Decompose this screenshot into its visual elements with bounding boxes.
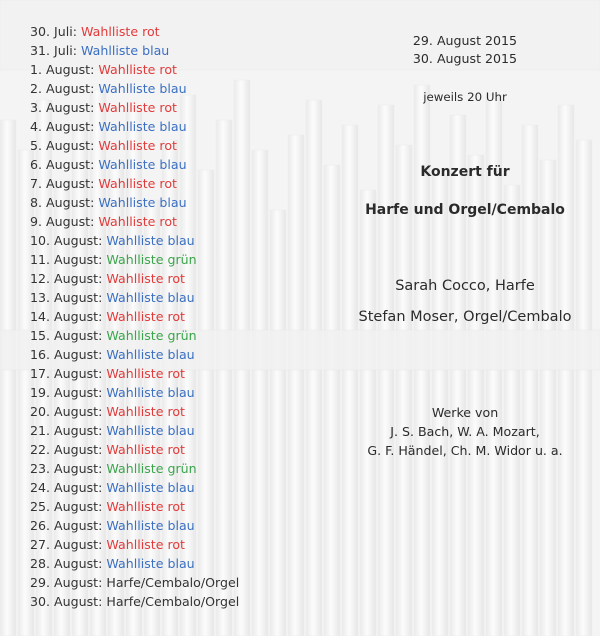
schedule-date: 17. August: xyxy=(30,366,107,381)
schedule-list-name: Wahlliste rot xyxy=(106,271,185,286)
schedule-date: 26. August: xyxy=(30,518,107,533)
schedule-row xyxy=(30,174,239,193)
schedule-list-name: Wahlliste blau xyxy=(106,290,195,305)
performer-harp: Sarah Cocco, Harfe xyxy=(395,278,535,294)
schedule-row xyxy=(30,79,239,98)
schedule-list-name: Wahlliste blau xyxy=(106,347,195,362)
works-intro: Werke von xyxy=(431,405,499,420)
schedule-row xyxy=(30,459,239,478)
schedule-date: 23. August: xyxy=(30,461,107,476)
schedule-date: 9. August: xyxy=(30,214,99,229)
concert-title-line-1: Konzert für xyxy=(420,164,510,180)
schedule-list-name: Wahlliste blau xyxy=(80,43,170,58)
schedule-row xyxy=(30,212,239,231)
schedule-date: 13. August: xyxy=(30,290,107,305)
schedule-date: 25. August: xyxy=(30,499,107,514)
schedule-list-name: Wahlliste rot xyxy=(98,62,177,77)
schedule-date: 2. August: xyxy=(30,81,99,96)
schedule-date: 6. August: xyxy=(30,157,99,172)
schedule-date: 14. August: xyxy=(30,309,107,324)
schedule-row xyxy=(30,516,239,535)
schedule-row xyxy=(30,497,239,516)
schedule-list xyxy=(30,22,239,611)
schedule-date: 27. August: xyxy=(30,537,107,552)
schedule-date: 4. August: xyxy=(30,119,99,134)
schedule-row xyxy=(30,269,239,288)
schedule-row xyxy=(30,535,239,554)
schedule-row xyxy=(30,41,239,60)
schedule-date: 1. August: xyxy=(30,62,99,77)
schedule-list-name: Wahlliste grün xyxy=(106,461,197,476)
schedule-list-name: Wahlliste rot xyxy=(80,24,160,39)
schedule-row xyxy=(30,250,239,269)
schedule-row xyxy=(30,136,239,155)
schedule-row xyxy=(30,155,239,174)
schedule-date: 15. August: xyxy=(30,328,107,343)
schedule-date: 22. August: xyxy=(30,442,107,457)
schedule-list-name: Wahlliste rot xyxy=(98,138,177,153)
schedule-list-name: Wahlliste rot xyxy=(106,537,185,552)
schedule-list-name: Harfe/Cembalo/Orgel xyxy=(106,575,240,590)
schedule-date: 12. August: xyxy=(30,271,107,286)
schedule-row xyxy=(30,231,239,250)
schedule-row xyxy=(30,573,239,592)
schedule-list-name: Wahlliste blau xyxy=(106,480,195,495)
schedule-list-name: Wahlliste rot xyxy=(106,404,185,419)
schedule-row xyxy=(30,402,239,421)
schedule-list-name: Wahlliste grün xyxy=(106,328,197,343)
composers-line-1: J. S. Bach, W. A. Mozart, xyxy=(390,424,540,439)
schedule-list-name: Wahlliste blau xyxy=(98,195,187,210)
schedule-list-name: Wahlliste blau xyxy=(106,423,195,438)
schedule-list-name: Wahlliste blau xyxy=(98,119,187,134)
concert-date-1: 29. August 2015 xyxy=(412,33,518,48)
schedule-row xyxy=(30,440,239,459)
schedule-date: 19. August: xyxy=(30,385,107,400)
schedule-date: 30. Juli: xyxy=(30,24,81,39)
schedule-list-name: Wahlliste blau xyxy=(106,518,195,533)
schedule-list-name: Wahlliste rot xyxy=(106,309,185,324)
schedule-date: 29. August: xyxy=(30,575,107,590)
schedule-row xyxy=(30,345,239,364)
schedule-list-name: Wahlliste rot xyxy=(106,366,185,381)
schedule-row xyxy=(30,554,239,573)
schedule-list-name: Wahlliste blau xyxy=(106,233,195,248)
concert-title-line-2: Harfe und Orgel/Cembalo xyxy=(365,202,565,218)
schedule-row xyxy=(30,307,239,326)
schedule-list-name: Wahlliste rot xyxy=(98,100,177,115)
schedule-list-name: Wahlliste rot xyxy=(98,214,177,229)
schedule-date: 10. August: xyxy=(30,233,107,248)
composers-line-2: G. F. Händel, Ch. M. Widor u. a. xyxy=(367,443,563,458)
schedule-list-name: Wahlliste rot xyxy=(106,499,185,514)
schedule-row xyxy=(30,421,239,440)
schedule-row xyxy=(30,117,239,136)
schedule-row xyxy=(30,98,239,117)
concert-time: jeweils 20 Uhr xyxy=(423,90,507,104)
performer-organ: Stefan Moser, Orgel/Cembalo xyxy=(358,309,572,325)
schedule-date: 30. August: xyxy=(30,594,107,609)
schedule-date: 5. August: xyxy=(30,138,99,153)
schedule-date: 31. Juli: xyxy=(30,43,81,58)
schedule-date: 24. August: xyxy=(30,480,107,495)
concert-date-2: 30. August 2015 xyxy=(412,51,518,66)
schedule-list-name: Wahlliste blau xyxy=(98,81,187,96)
schedule-list-name: Wahlliste grün xyxy=(106,252,197,267)
schedule-row xyxy=(30,326,239,345)
schedule-date: 16. August: xyxy=(30,347,107,362)
schedule-row xyxy=(30,22,239,41)
schedule-list-name: Wahlliste blau xyxy=(106,385,195,400)
schedule-date: 20. August: xyxy=(30,404,107,419)
schedule-row xyxy=(30,478,239,497)
schedule-row xyxy=(30,383,239,402)
schedule-list-name: Harfe/Cembalo/Orgel xyxy=(106,594,240,609)
schedule-list-name: Wahlliste blau xyxy=(106,556,195,571)
schedule-date: 21. August: xyxy=(30,423,107,438)
schedule-date: 8. August: xyxy=(30,195,99,210)
schedule-row xyxy=(30,288,239,307)
schedule-row xyxy=(30,364,239,383)
schedule-date: 11. August: xyxy=(30,252,107,267)
schedule-list-name: Wahlliste blau xyxy=(98,157,187,172)
schedule-date: 28. August: xyxy=(30,556,107,571)
schedule-row xyxy=(30,60,239,79)
schedule-row xyxy=(30,193,239,212)
schedule-date: 7. August: xyxy=(30,176,99,191)
schedule-row xyxy=(30,592,239,611)
schedule-date: 3. August: xyxy=(30,100,99,115)
schedule-list-name: Wahlliste rot xyxy=(106,442,185,457)
schedule-list-name: Wahlliste rot xyxy=(98,176,177,191)
